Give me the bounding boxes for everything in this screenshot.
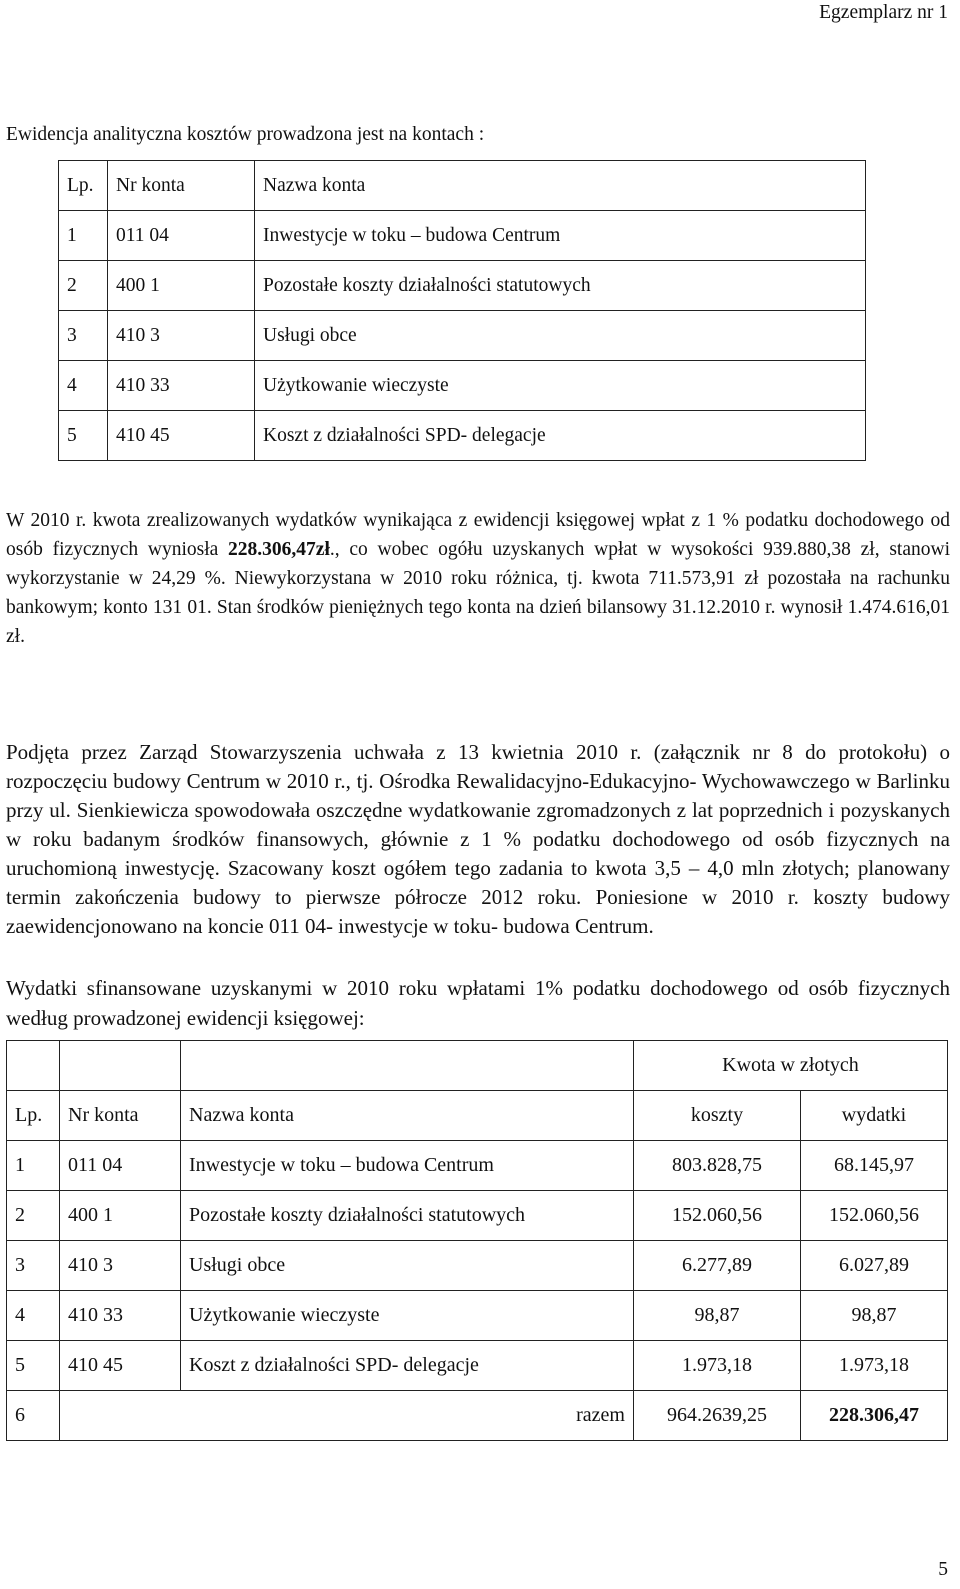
cell-wydatki: 1.973,18 bbox=[801, 1341, 948, 1391]
cell-nr: 400 1 bbox=[108, 261, 255, 311]
table-row bbox=[59, 361, 866, 411]
table-row bbox=[59, 261, 866, 311]
cell-koszty: 152.060,56 bbox=[634, 1191, 801, 1241]
cell-koszty: 1.973,18 bbox=[634, 1341, 801, 1391]
cell-lp: 3 bbox=[59, 311, 108, 361]
cell-nr: 410 33 bbox=[108, 361, 255, 411]
table-total-row bbox=[7, 1391, 948, 1441]
cell-koszty: 6.277,89 bbox=[634, 1241, 801, 1291]
cell-nr: 410 33 bbox=[60, 1291, 181, 1341]
table-row bbox=[59, 411, 866, 461]
header-kwota-w-zlotych: Kwota w złotych bbox=[634, 1041, 948, 1091]
cell-koszty: 98,87 bbox=[634, 1291, 801, 1341]
table-row bbox=[7, 1291, 948, 1341]
header-lp: Lp. bbox=[7, 1091, 60, 1141]
cell-lp: 1 bbox=[59, 211, 108, 261]
cell-total-wydatki: 228.306,47 bbox=[801, 1391, 948, 1441]
cell-lp: 2 bbox=[59, 261, 108, 311]
cell-lp: 6 bbox=[7, 1391, 60, 1441]
table-row bbox=[7, 1141, 948, 1191]
cell-nazwa: Koszt z działalności SPD- delegacje bbox=[181, 1341, 634, 1391]
paragraph-expenditure-summary bbox=[6, 506, 950, 651]
cell-nr: 011 04 bbox=[108, 211, 255, 261]
cell-nazwa: Inwestycje w toku – budowa Centrum bbox=[181, 1141, 634, 1191]
cell-nazwa: Pozostałe koszty działalności statutowych bbox=[255, 261, 866, 311]
cell-nazwa: Koszt z działalności SPD- delegacje bbox=[255, 411, 866, 461]
cell-nr: 410 45 bbox=[108, 411, 255, 461]
cell-nazwa: Pozostałe koszty działalności statutowych bbox=[181, 1191, 634, 1241]
header-nr-konta: Nr konta bbox=[108, 161, 255, 211]
table-group-header-row bbox=[7, 1041, 948, 1091]
cell-lp: 3 bbox=[7, 1241, 60, 1291]
header-nazwa-konta: Nazwa konta bbox=[255, 161, 866, 211]
page-number: 5 bbox=[938, 1559, 948, 1580]
cell-nr: 410 3 bbox=[108, 311, 255, 361]
header-nr-konta: Nr konta bbox=[60, 1091, 181, 1141]
cell-nazwa: Użytkowanie wieczyste bbox=[181, 1291, 634, 1341]
costs-table bbox=[6, 1040, 948, 1441]
accounts-table bbox=[58, 160, 866, 461]
table-row bbox=[7, 1191, 948, 1241]
table-row bbox=[7, 1241, 948, 1291]
paragraph1-bold-amount: 228.306,47zł bbox=[228, 539, 330, 560]
cell-lp: 2 bbox=[7, 1191, 60, 1241]
table-header-row bbox=[7, 1091, 948, 1141]
cell-wydatki: 98,87 bbox=[801, 1291, 948, 1341]
table-header-row bbox=[59, 161, 866, 211]
header-koszty: koszty bbox=[634, 1091, 801, 1141]
cell-lp: 5 bbox=[59, 411, 108, 461]
cell-wydatki: 68.145,97 bbox=[801, 1141, 948, 1191]
cell-lp: 4 bbox=[59, 361, 108, 411]
blank-cell bbox=[7, 1041, 60, 1091]
paragraph-board-resolution: Podjęta przez Zarząd Stowarzyszenia uchwała z 13 kwietnia 2010 r. (załącznik nr 8 do protokołu) o rozpoczęciu budowy Centrum w 2010 r., tj. Ośrodka Rewalidacyjno-Edukacyjno- Wychowawczego w Barlinku przy ul. Sienkiewicza spowodowała oszczędne wydatkowanie zgromadzonych z lat poprzednich i pozyskanych w roku badanym środków finansowych, głównie z 1 % podatku dochodowego od osób fizycznych na uruchomioną inwestycję. Szacowany koszt ogółem tego zadania to kwota 3,5 – 4,0 mln złotych; planowany termin zakończenia budowy to pierwsze półrocze 2012 roku. Poniesione w 2010 r. koszty budowy zaewidencjonowano na koncie 011 04- inwestycje w toku- budowa Centrum. bbox=[6, 740, 950, 938]
cell-koszty: 803.828,75 bbox=[634, 1141, 801, 1191]
blank-cell bbox=[60, 1041, 181, 1091]
cell-nazwa: Użytkowanie wieczyste bbox=[255, 361, 866, 411]
header-lp: Lp. bbox=[59, 161, 108, 211]
cell-lp: 1 bbox=[7, 1141, 60, 1191]
paragraph1-part1: W 2010 r. kwota zrealizowanych wydatków wynikająca z ewidencji księgowej wpłat z 1 % podatku dochodowego od osób fizycznych wyniosła bbox=[6, 510, 950, 560]
table-row bbox=[59, 211, 866, 261]
table-row bbox=[59, 311, 866, 361]
paragraph1-part2: ., co wobec ogółu uzyskanych wpłat w wysokości 939.880,38 zł, stanowi wykorzystanie w 24,29 %. Niewykorzystana w 2010 roku różnica, tj. kwota 711.573,91 zł pozostała na rachunku bankowym; konto 131 01. Stan środków pieniężnych tego konta na dzień bilansowy 31.12.2010 r. wynosił 1.474.616,01 zł. bbox=[6, 539, 950, 647]
cell-nr: 410 3 bbox=[60, 1241, 181, 1291]
cell-razem-label: razem bbox=[60, 1391, 634, 1441]
copy-number-label: Egzemplarz nr 1 bbox=[819, 2, 948, 23]
header-wydatki: wydatki bbox=[801, 1091, 948, 1141]
cell-nazwa: Inwestycje w toku – budowa Centrum bbox=[255, 211, 866, 261]
header-nazwa-konta: Nazwa konta bbox=[181, 1091, 634, 1141]
cell-lp: 5 bbox=[7, 1341, 60, 1391]
cell-total-koszty: 964.2639,25 bbox=[634, 1391, 801, 1441]
cell-nazwa: Usługi obce bbox=[255, 311, 866, 361]
table-row bbox=[7, 1341, 948, 1391]
cell-nazwa: Usługi obce bbox=[181, 1241, 634, 1291]
cell-nr: 011 04 bbox=[60, 1141, 181, 1191]
blank-cell bbox=[181, 1041, 634, 1091]
cell-wydatki: 152.060,56 bbox=[801, 1191, 948, 1241]
paragraph-expenses-intro: Wydatki sfinansowane uzyskanymi w 2010 roku wpłatami 1% podatku dochodowego od osób fizycznych według prowadzonej ewidencji księgowej: bbox=[6, 976, 950, 1030]
cell-nr: 410 45 bbox=[60, 1341, 181, 1391]
intro-text: Ewidencja analityczna kosztów prowadzona jest na kontach : bbox=[6, 124, 485, 145]
cell-lp: 4 bbox=[7, 1291, 60, 1341]
cell-wydatki: 6.027,89 bbox=[801, 1241, 948, 1291]
cell-nr: 400 1 bbox=[60, 1191, 181, 1241]
